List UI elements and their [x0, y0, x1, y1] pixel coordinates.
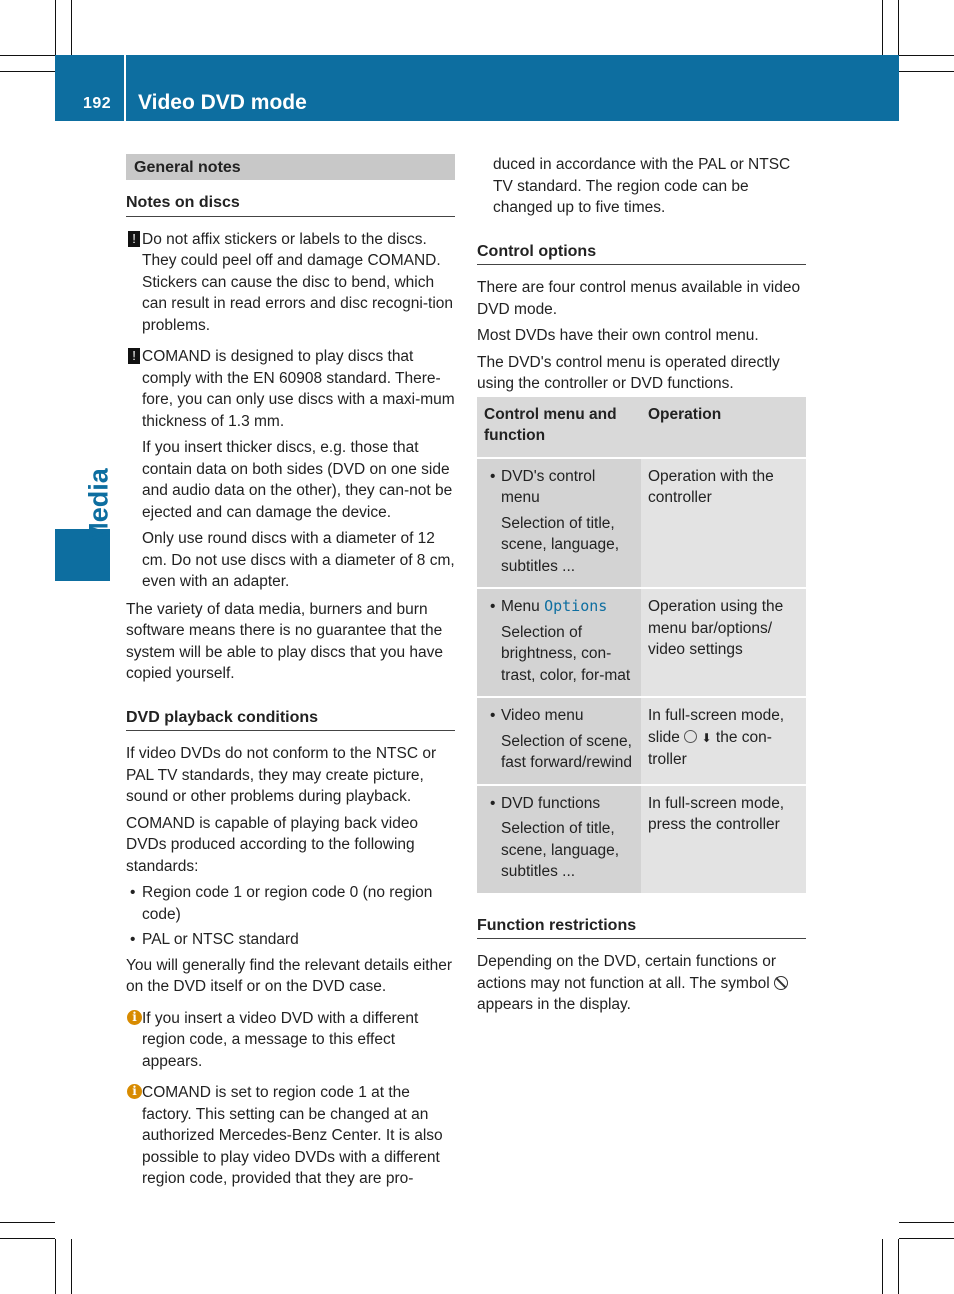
crop-mark — [71, 1239, 72, 1294]
operation-text: the con-troller — [648, 728, 772, 768]
crop-mark — [882, 1239, 883, 1294]
crop-mark — [898, 0, 899, 55]
warning-text: If you insert thicker discs, e.g. those that contain data on both sides (DVD on one side and audio data on the other), they can-not be ejected and can damage the device. — [142, 439, 453, 521]
table-cell: In full-screen mode, press the controller — [641, 785, 806, 894]
table-row — [477, 697, 806, 785]
right-column — [477, 154, 806, 1021]
table-row — [477, 458, 806, 589]
table-cell: Operation using the menu bar/options/ video settings — [641, 588, 806, 697]
cell-bullet: • DVD's control menu — [484, 466, 634, 509]
continued-text: duced in accordance with the PAL or NTSC TV standard. The region code can be changed up to five times. — [493, 156, 791, 216]
header-divider — [124, 55, 126, 121]
cell-bullet: • Video menu — [484, 705, 634, 727]
cell-detail: Selection of title, scene, language, subtitles ... — [501, 514, 620, 575]
warning-text: COMAND is designed to play discs that comply with the EN 60908 standard. There-fore, you can only use discs with a maxi-mum thickness of 1.3 mm. — [142, 348, 455, 430]
table-cell — [477, 458, 641, 589]
warning-note — [126, 229, 455, 337]
crop-mark — [0, 55, 55, 56]
paragraph: The DVD's control menu is operated directly using the controller or DVD functions. — [477, 353, 780, 392]
crop-mark — [898, 1239, 899, 1294]
heading-dvd-playback: DVD playback conditions — [126, 707, 455, 732]
cell-detail: Selection of brightness, con-trast, color, for-mat — [501, 623, 631, 684]
crop-mark — [899, 1222, 954, 1223]
list-item: • Region code 1 or region code 0 (no region code) — [126, 882, 455, 925]
exclamation-icon: ! — [128, 348, 140, 364]
paragraph: Most DVDs have their own control menu. — [477, 327, 759, 344]
paragraph — [477, 951, 806, 1016]
heading-function-restrictions: Function restrictions — [477, 915, 806, 940]
crop-mark — [0, 1238, 55, 1239]
restriction-text: Depending on the DVD, certain functions or actions may not function at all. The symbol — [477, 953, 776, 992]
warning-text: Do not affix stickers or labels to the discs. They could peel off and damage COMAND. Stickers can cause the disc to bend, which can result in read errors and disc recogni-tion problems. — [142, 230, 454, 334]
crop-mark — [0, 71, 55, 72]
paragraph: COMAND is capable of playing back video DVDs produced according to the following standards: — [126, 814, 419, 875]
info-text: COMAND is set to region code 1 at the factory. This setting can be changed at an authorized Mercedes-Benz Center. It is also possible to play video DVDs with a different region code, provided that they are pro- — [142, 1084, 443, 1187]
cell-bullet: • DVD functions — [484, 793, 634, 815]
table-header-row — [477, 397, 806, 458]
menu-label: Menu — [501, 598, 540, 615]
cell-detail: Selection of scene, fast forward/rewind — [501, 732, 632, 771]
info-note — [126, 1008, 455, 1073]
options-menu-item: Options — [544, 597, 608, 615]
controller-icon — [684, 730, 697, 743]
table-cell: Operation with the controller — [641, 458, 806, 589]
info-icon: i — [127, 1084, 142, 1099]
table-row — [477, 785, 806, 894]
paragraph: The variety of data media, burners and burn software means there is no guarantee that the system will be able to play discs that you have copied yourself. — [126, 600, 444, 682]
list-item: • PAL or NTSC standard — [126, 929, 455, 951]
crop-mark — [899, 71, 954, 72]
crop-mark — [55, 0, 56, 55]
restriction-text: appears in the display. — [477, 996, 631, 1013]
table-header-cell: Operation — [641, 397, 806, 458]
crop-mark — [899, 55, 954, 56]
crop-mark — [899, 1238, 954, 1239]
table-row — [477, 588, 806, 697]
no-entry-icon — [774, 976, 788, 990]
exclamation-icon: ! — [128, 231, 140, 247]
side-tab-label: Media — [83, 468, 114, 545]
heading-control-options: Control options — [477, 241, 806, 266]
paragraph: If video DVDs do not conform to the NTSC or PAL TV standards, they may create picture, sound or other problems during playback. — [126, 745, 437, 805]
page-title: Video DVD mode — [138, 91, 307, 114]
warning-text: Only use round discs with a diameter of 12 cm. Do not use discs with a diameter of 8 cm, even with an adapter. — [142, 530, 455, 590]
crop-mark — [0, 1222, 55, 1223]
cell-bullet — [484, 596, 634, 618]
warning-note — [126, 346, 455, 593]
table-cell — [641, 697, 806, 785]
table-header-cell: Control menu and function — [477, 397, 641, 458]
crop-mark — [71, 0, 72, 55]
section-banner-general-notes: General notes — [126, 154, 455, 180]
cell-detail: Selection of title, scene, language, subtitles ... — [501, 820, 620, 880]
info-note — [126, 1082, 455, 1190]
paragraph: There are four control menus available in video DVD mode. — [477, 279, 801, 318]
control-menu-table — [477, 397, 806, 895]
table-cell — [477, 588, 641, 697]
paragraph: You will generally find the relevant details either on the DVD itself or on the DVD case. — [126, 956, 452, 995]
heading-notes-on-discs: Notes on discs — [126, 192, 455, 217]
table-cell — [477, 785, 641, 894]
left-column — [126, 154, 455, 1196]
crop-mark — [55, 1239, 56, 1294]
page-number: 192 — [83, 95, 112, 112]
slide-down-arrow-icon: ⬇ — [701, 730, 712, 745]
table-cell — [477, 697, 641, 785]
info-text: If you insert a video DVD with a different region code, a message to this effect appears. — [142, 1009, 419, 1070]
operation-text: In full-screen mode, slide — [648, 707, 785, 746]
crop-mark — [882, 0, 883, 55]
info-icon: i — [127, 1010, 142, 1025]
